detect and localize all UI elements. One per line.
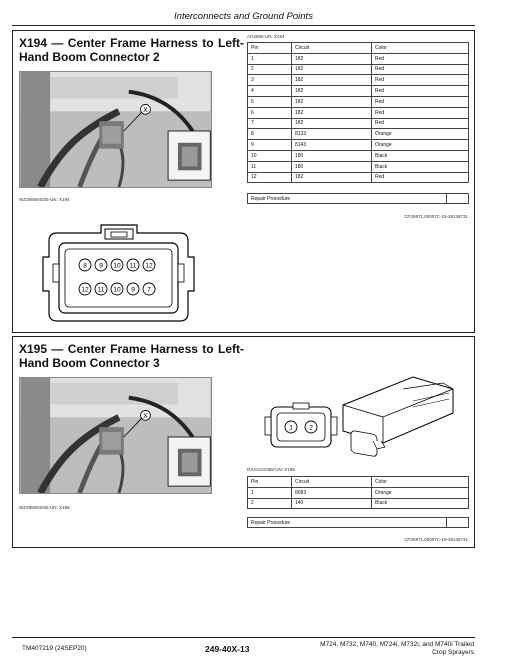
cell-color: Red — [372, 75, 469, 86]
cell-circuit: 182 — [292, 53, 372, 64]
pin-label: 10 — [113, 262, 121, 270]
table-row — [248, 107, 469, 118]
pin-bottom-3 — [111, 283, 123, 295]
cell-color: Orange — [372, 140, 469, 151]
cell-pin: 2 — [248, 64, 292, 75]
footer-product — [299, 641, 474, 657]
footer-product-line-2: Crop Sprayers — [432, 649, 474, 656]
table-reference: RXA0121355-UN: X195 — [247, 467, 295, 472]
cell-color: Red — [372, 96, 469, 107]
col-color: Color — [372, 43, 469, 54]
repair-procedure-cell — [446, 194, 468, 203]
section-title: X194 — Center Frame Harness to Left-Hand Boom Connector 2 — [19, 36, 244, 64]
pin-label: 8 — [83, 262, 87, 270]
page-header — [12, 10, 475, 26]
pin-table-header-row — [248, 477, 469, 488]
cell-color: Red — [372, 64, 469, 75]
pin-label: 10 — [113, 286, 121, 294]
cell-circuit: 180 — [292, 161, 372, 172]
cell-pin: 10 — [248, 150, 292, 161]
cp-code: CP26971,00007C-19-28138731 — [404, 214, 468, 219]
pin-table — [247, 42, 469, 183]
cell-circuit: 182 — [292, 64, 372, 75]
cell-pin: 7 — [248, 118, 292, 129]
pin-bottom-5 — [143, 283, 155, 295]
cell-circuit: 182 — [292, 118, 372, 129]
table-row — [248, 161, 469, 172]
harness-photo-illustration — [20, 378, 211, 493]
repair-procedure-label: Repair Procedure — [251, 196, 291, 202]
cell-pin: 6 — [248, 107, 292, 118]
table-row — [248, 53, 469, 64]
footer-doc-id: TM407219 (24SEP20) — [22, 645, 87, 652]
table-row — [248, 498, 469, 509]
cell-pin: 1 — [248, 53, 292, 64]
pin-bottom-4 — [127, 283, 139, 295]
cell-circuit: 182 — [292, 96, 372, 107]
connector-2-pin-icon — [253, 357, 458, 457]
callout-label: X — [143, 106, 148, 114]
cell-color: Orange — [372, 129, 469, 140]
page-header-title: Interconnects and Ground Points — [174, 11, 313, 22]
footer-divider — [12, 637, 475, 638]
table-reference: AG2856-UN: X194 — [247, 34, 285, 39]
connector-12-pin-icon — [41, 219, 196, 329]
repair-procedure-cell — [446, 518, 468, 527]
cell-pin: 3 — [248, 75, 292, 86]
cell-circuit: 182 — [292, 172, 372, 183]
cell-color: Red — [372, 86, 469, 97]
pin-table-header-row — [248, 43, 469, 54]
pin-label: 1 — [289, 424, 293, 432]
pin-top-4 — [127, 259, 139, 271]
footer-page-number: 249-40X-13 — [205, 644, 250, 654]
connector-face-drawing — [41, 219, 196, 329]
callout-label: X — [143, 412, 148, 420]
cell-color: Red — [372, 118, 469, 129]
col-pin: Pin — [248, 477, 292, 488]
pin-table — [247, 476, 469, 509]
cell-color: Black — [372, 150, 469, 161]
pin-label: 2 — [309, 424, 313, 432]
section-x195 — [12, 336, 475, 548]
repair-procedure-label: Repair Procedure — [251, 520, 291, 526]
footer-product-line-1: M724, M732, M740, M724i, M732i, and M740i Trailed — [320, 641, 474, 648]
cell-color: Orange — [372, 487, 469, 498]
pin-label: 9 — [131, 286, 135, 294]
repair-procedure-link[interactable] — [247, 517, 469, 528]
table-row — [248, 64, 469, 75]
cell-pin: 9 — [248, 140, 292, 151]
pin-label: 12 — [81, 286, 89, 294]
cell-circuit: 8133 — [292, 129, 372, 140]
connector-drawing — [253, 357, 458, 457]
pin-label: 9 — [99, 262, 103, 270]
pin-top-5 — [143, 259, 155, 271]
pin-bottom-1 — [79, 283, 91, 295]
cell-pin: 2 — [248, 498, 292, 509]
col-circuit: Circuit — [292, 43, 372, 54]
harness-photo-illustration — [20, 72, 211, 187]
cell-circuit: 8143 — [292, 140, 372, 151]
col-circuit: Circuit — [292, 477, 372, 488]
pin-label: 11 — [129, 262, 137, 270]
cell-color: Black — [372, 498, 469, 509]
pin-label: 12 — [145, 262, 153, 270]
cell-pin: 11 — [248, 161, 292, 172]
table-row — [248, 86, 469, 97]
harness-photo — [19, 71, 212, 188]
col-pin: Pin — [248, 43, 292, 54]
cell-pin: 5 — [248, 96, 292, 107]
pin-1 — [285, 421, 297, 433]
photo-caption: WZ390694035-UN: X195 — [19, 505, 70, 510]
cell-pin: 12 — [248, 172, 292, 183]
section-title: X195 — Center Frame Harness to Left-Hand Boom Connector 3 — [19, 342, 244, 370]
table-row — [248, 118, 469, 129]
cell-circuit: 8083 — [292, 487, 372, 498]
pin-top-2 — [95, 259, 107, 271]
cell-pin: 4 — [248, 86, 292, 97]
section-x194 — [12, 30, 475, 333]
cell-circuit: 182 — [292, 75, 372, 86]
cell-circuit: 182 — [292, 86, 372, 97]
cell-color: Red — [372, 172, 469, 183]
pin-2 — [305, 421, 317, 433]
table-row — [248, 140, 469, 151]
table-row — [248, 172, 469, 183]
table-row — [248, 487, 469, 498]
table-row — [248, 75, 469, 86]
table-row — [248, 150, 469, 161]
pin-bottom-2 — [95, 283, 107, 295]
pin-label: 7 — [147, 286, 151, 294]
table-row — [248, 96, 469, 107]
pin-top-3 — [111, 259, 123, 271]
pin-label: 11 — [97, 286, 105, 294]
cell-color: Red — [372, 107, 469, 118]
cell-circuit: 182 — [292, 107, 372, 118]
photo-caption: WZ390694035-UN: X194 — [19, 197, 70, 202]
cell-pin: 1 — [248, 487, 292, 498]
cp-code: CP26971,00007C-19-28138731 — [404, 537, 468, 542]
repair-procedure-link[interactable] — [247, 193, 469, 204]
harness-photo — [19, 377, 212, 494]
pin-top-1 — [79, 259, 91, 271]
cell-color: Red — [372, 53, 469, 64]
cell-circuit: 140 — [292, 498, 372, 509]
col-color: Color — [372, 477, 469, 488]
cell-color: Black — [372, 161, 469, 172]
table-row — [248, 129, 469, 140]
cell-circuit: 180 — [292, 150, 372, 161]
cell-pin: 8 — [248, 129, 292, 140]
